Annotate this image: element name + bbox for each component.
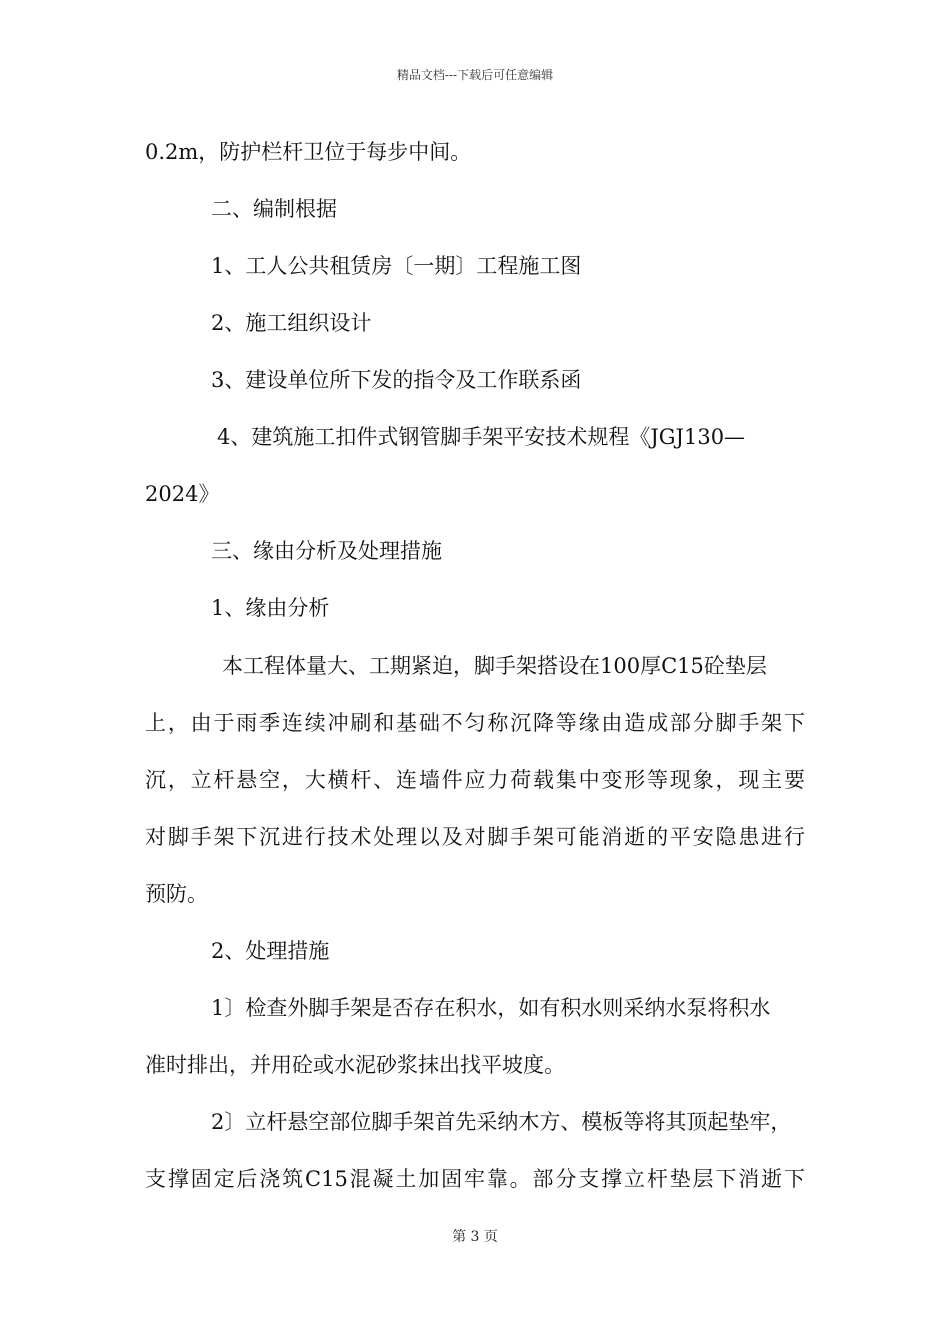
list-item: 1、工人公共租赁房〔一期〕工程施工图 — [211, 254, 582, 278]
paragraph-line: 本工程体量大、工期紧迫，脚手架搭设在100厚C15砼垫层 — [222, 654, 767, 678]
paragraph-line: 上，由于雨季连续冲刷和基础不匀称沉降等缘由造成部分脚手架下 — [145, 711, 805, 735]
paragraph-line: 预防。 — [145, 882, 208, 906]
section-heading: 三、缘由分析及处理措施 — [211, 539, 442, 563]
list-item: 2、施工组织设计 — [211, 311, 372, 335]
list-item-continuation: 2024》 — [145, 482, 220, 506]
page-header: 精品文档---下载后可任意编辑 — [396, 68, 554, 82]
paragraph-line: 支撑固定后浇筑C15混凝土加固牢靠。部分支撑立杆垫层下消逝下 — [145, 1167, 805, 1191]
paragraph-line: 准时排出，并用砼或水泥砂浆抹出找平坡度。 — [145, 1053, 565, 1077]
paragraph-line: 沉，立杆悬空，大横杆、连墙件应力荷载集中变形等现象，现主要 — [145, 768, 805, 792]
page-number: 第 3 页 — [452, 1229, 498, 1245]
subsection-heading: 1、缘由分析 — [211, 596, 330, 620]
subsection-heading: 2、处理措施 — [211, 939, 330, 963]
paragraph-line: 2〕立杆悬空部位脚手架首先采纳木方、模板等将其顶起垫牢， — [211, 1110, 792, 1134]
paragraph-line: 1〕检查外脚手架是否存在积水，如有积水则采纳水泵将积水 — [211, 996, 771, 1020]
list-item: 3、建设单位所下发的指令及工作联系函 — [211, 368, 582, 392]
paragraph-line: 对脚手架下沉进行技术处理以及对脚手架可能消逝的平安隐患进行 — [145, 825, 805, 849]
section-heading: 二、编制根据 — [211, 197, 337, 221]
list-item: 4、建筑施工扣件式钢管脚手架平安技术规程《JGJ130— — [217, 425, 746, 449]
paragraph-line: 0.2m，防护栏杆卫位于每步中间。 — [145, 140, 472, 164]
